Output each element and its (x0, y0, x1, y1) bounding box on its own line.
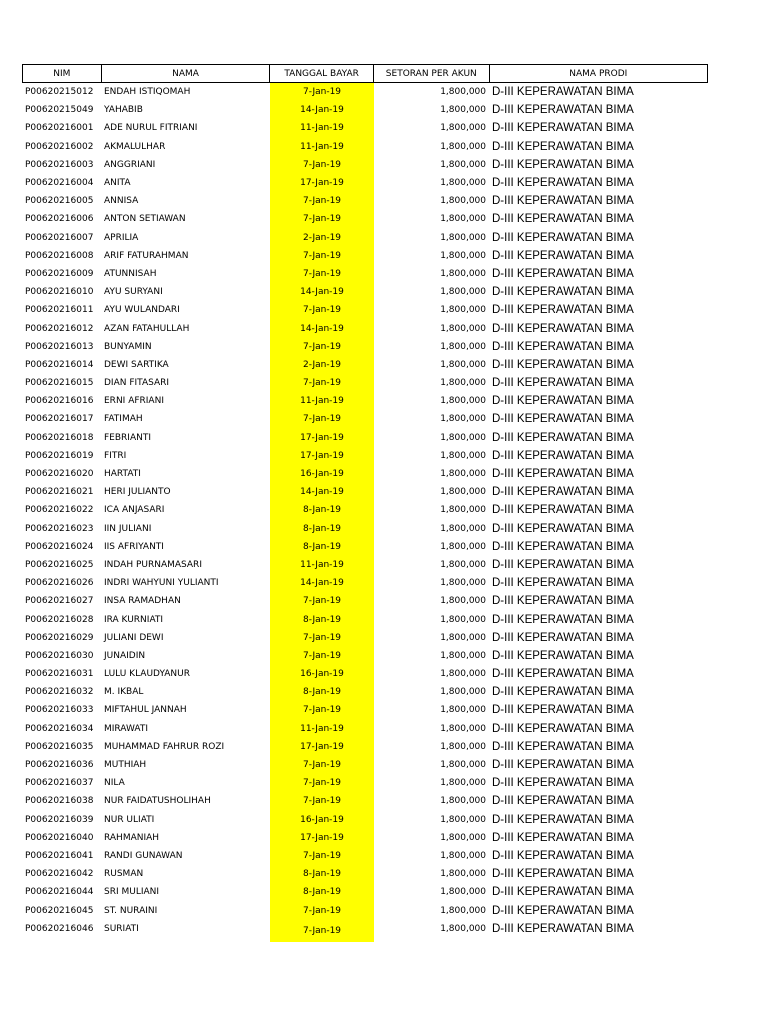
cell-tanggal-bayar[interactable]: 16-Jan-19 (270, 465, 374, 483)
cell-setoran[interactable]: 1,800,000 (440, 141, 486, 152)
cell-nama-prodi[interactable]: D-III KEPERAWATAN BIMA (492, 322, 634, 335)
cell-nama[interactable]: AYU SURYANI (104, 287, 163, 298)
cell-nim[interactable]: P00620216025 (25, 559, 94, 570)
table-row (22, 538, 708, 556)
cell-nama-prodi[interactable]: D-III KEPERAWATAN BIMA (492, 886, 634, 899)
cell-nama[interactable]: MUTHIAH (104, 760, 147, 771)
cell-nama[interactable]: JUNAIDIN (104, 650, 146, 661)
cell-nim[interactable]: P00620216046 (25, 923, 94, 934)
cell-nama-prodi[interactable]: D-III KEPERAWATAN BIMA (492, 140, 634, 153)
cell-setoran[interactable]: 1,800,000 (440, 760, 486, 771)
cell-nama-prodi[interactable]: D-III KEPERAWATAN BIMA (492, 613, 634, 626)
cell-nim[interactable]: P00620216034 (25, 723, 94, 734)
cell-nim[interactable]: P00620216036 (25, 760, 94, 771)
table-row (22, 247, 708, 265)
cell-nama[interactable]: ARIF FATURAHMAN (104, 250, 189, 261)
cell-nama-prodi[interactable]: D-III KEPERAWATAN BIMA (492, 522, 634, 535)
cell-setoran[interactable]: 1,800,000 (440, 432, 486, 443)
cell-nama[interactable]: DEWI SARTIKA (104, 359, 169, 370)
table-row (22, 665, 708, 683)
cell-tanggal-bayar[interactable]: 7-Jan-19 (270, 156, 374, 174)
cell-tanggal-bayar[interactable]: 7-Jan-19 (270, 847, 374, 865)
cell-setoran[interactable]: 1,800,000 (440, 159, 486, 170)
cell-setoran[interactable]: 1,800,000 (440, 541, 486, 552)
cell-nim[interactable]: P00620216013 (25, 341, 94, 352)
spreadsheet-table (22, 64, 708, 938)
cell-setoran[interactable]: 1,800,000 (440, 414, 486, 425)
table-row (22, 920, 708, 938)
cell-nama-prodi[interactable]: D-III KEPERAWATAN BIMA (492, 759, 634, 772)
table-row (22, 592, 708, 610)
table-row (22, 192, 708, 210)
cell-setoran[interactable]: 1,800,000 (440, 469, 486, 480)
cell-nama-prodi[interactable]: D-III KEPERAWATAN BIMA (492, 249, 634, 262)
table-row (22, 738, 708, 756)
table-row (22, 301, 708, 319)
cell-nama-prodi[interactable]: D-III KEPERAWATAN BIMA (492, 377, 634, 390)
cell-setoran[interactable]: 1,800,000 (440, 250, 486, 261)
cell-tanggal-bayar[interactable]: 7-Jan-19 (270, 301, 374, 319)
cell-nama[interactable]: HERI JULIANTO (104, 487, 171, 498)
cell-tanggal-bayar[interactable]: 17-Jan-19 (270, 174, 374, 192)
cell-nama[interactable]: ANTON SETIAWAN (104, 214, 186, 225)
cell-nim[interactable]: P00620216031 (25, 669, 94, 680)
cell-setoran[interactable]: 1,800,000 (440, 359, 486, 370)
cell-tanggal-bayar[interactable]: 7-Jan-19 (270, 83, 374, 101)
cell-nama-prodi[interactable]: D-III KEPERAWATAN BIMA (492, 486, 634, 499)
table-body (22, 83, 708, 938)
cell-nama-prodi[interactable]: D-III KEPERAWATAN BIMA (492, 704, 634, 717)
cell-nama-prodi[interactable]: D-III KEPERAWATAN BIMA (492, 413, 634, 426)
cell-nama-prodi[interactable]: D-III KEPERAWATAN BIMA (492, 286, 634, 299)
header-nim[interactable]: NIM (23, 65, 102, 82)
cell-tanggal-bayar[interactable]: 11-Jan-19 (270, 556, 374, 574)
table-row (22, 610, 708, 628)
cell-setoran[interactable]: 1,800,000 (440, 832, 486, 843)
cell-nama[interactable]: NUR ULIATI (104, 814, 155, 825)
cell-nim[interactable]: P00620216029 (25, 632, 94, 643)
cell-tanggal-bayar[interactable]: 7-Jan-19 (270, 410, 374, 428)
table-row (22, 901, 708, 919)
cell-tanggal-bayar[interactable]: 14-Jan-19 (270, 574, 374, 592)
cell-tanggal-bayar[interactable]: 8-Jan-19 (270, 883, 374, 901)
cell-nim[interactable]: P00620216016 (25, 396, 94, 407)
cell-tanggal-bayar[interactable]: 11-Jan-19 (270, 119, 374, 137)
cell-tanggal-bayar[interactable]: 7-Jan-19 (270, 901, 374, 919)
cell-nama-prodi[interactable]: D-III KEPERAWATAN BIMA (492, 340, 634, 353)
cell-setoran[interactable]: 1,800,000 (440, 905, 486, 916)
table-row (22, 374, 708, 392)
cell-nama[interactable]: MIFTAHUL JANNAH (104, 705, 187, 716)
table-row (22, 556, 708, 574)
cell-setoran[interactable]: 1,800,000 (440, 578, 486, 589)
cell-tanggal-bayar[interactable]: 7-Jan-19 (270, 756, 374, 774)
cell-nama[interactable]: DIAN FITASARI (104, 378, 170, 389)
cell-setoran[interactable]: 1,800,000 (440, 887, 486, 898)
cell-nama-prodi[interactable]: D-III KEPERAWATAN BIMA (492, 558, 634, 571)
table-row (22, 119, 708, 137)
cell-setoran[interactable]: 1,800,000 (440, 723, 486, 734)
cell-tanggal-bayar[interactable]: 17-Jan-19 (270, 429, 374, 447)
cell-nama[interactable]: APRILIA (104, 232, 139, 243)
cell-tanggal-bayar[interactable]: 14-Jan-19 (270, 319, 374, 337)
cell-setoran[interactable]: 1,800,000 (440, 687, 486, 698)
cell-tanggal-bayar[interactable]: 11-Jan-19 (270, 392, 374, 410)
cell-nama-prodi[interactable]: D-III KEPERAWATAN BIMA (492, 795, 634, 808)
cell-setoran[interactable]: 1,800,000 (440, 268, 486, 279)
cell-nama[interactable]: ENDAH ISTIQOMAH (104, 87, 191, 98)
cell-nama-prodi[interactable]: D-III KEPERAWATAN BIMA (492, 504, 634, 517)
cell-nama-prodi[interactable]: D-III KEPERAWATAN BIMA (492, 304, 634, 317)
cell-nama[interactable]: ATUNNISAH (104, 268, 157, 279)
cell-nim[interactable]: P00620216030 (25, 650, 94, 661)
cell-nama[interactable]: IRA KURNIATI (104, 614, 164, 625)
cell-nim[interactable]: P00620216040 (25, 832, 94, 843)
cell-nama-prodi[interactable]: D-III KEPERAWATAN BIMA (492, 868, 634, 881)
cell-tanggal-bayar[interactable]: 7-Jan-19 (270, 247, 374, 265)
header-setoran[interactable]: SETORAN PER AKUN (374, 65, 490, 82)
table-row (22, 792, 708, 810)
cell-setoran[interactable]: 1,800,000 (440, 196, 486, 207)
cell-tanggal-bayar[interactable]: 7-Jan-19 (270, 338, 374, 356)
cell-nama-prodi[interactable]: D-III KEPERAWATAN BIMA (492, 231, 634, 244)
table-row (22, 847, 708, 865)
cell-tanggal-bayar[interactable]: 8-Jan-19 (270, 683, 374, 701)
cell-nama[interactable]: AKMALULHAR (104, 141, 166, 152)
cell-setoran[interactable]: 1,800,000 (440, 87, 486, 98)
cell-nama-prodi[interactable]: D-III KEPERAWATAN BIMA (492, 213, 634, 226)
cell-setoran[interactable]: 1,800,000 (440, 123, 486, 134)
cell-nama[interactable]: M. IKBAL (104, 687, 144, 698)
cell-nama-prodi[interactable]: D-III KEPERAWATAN BIMA (492, 122, 634, 135)
cell-setoran[interactable]: 1,800,000 (440, 778, 486, 789)
cell-nama[interactable]: RAHMANIAH (104, 832, 160, 843)
table-row (22, 883, 708, 901)
cell-tanggal-bayar[interactable]: 7-Jan-19 (270, 774, 374, 792)
cell-nama-prodi[interactable]: D-III KEPERAWATAN BIMA (492, 86, 634, 99)
cell-nim[interactable]: P00620216006 (25, 214, 94, 225)
cell-setoran[interactable]: 1,800,000 (440, 105, 486, 116)
cell-nama-prodi[interactable]: D-III KEPERAWATAN BIMA (492, 813, 634, 826)
cell-setoran[interactable]: 1,800,000 (440, 814, 486, 825)
cell-tanggal-bayar[interactable]: 7-Jan-19 (270, 592, 374, 610)
cell-nama[interactable]: LULU KLAUDYANUR (104, 669, 191, 680)
cell-setoran[interactable]: 1,800,000 (440, 523, 486, 534)
cell-nama[interactable]: IIN JULIANI (104, 523, 152, 534)
table-row (22, 392, 708, 410)
cell-setoran[interactable]: 1,800,000 (440, 305, 486, 316)
cell-nama[interactable]: ICA ANJASARI (104, 505, 165, 516)
table-row (22, 338, 708, 356)
table-row (22, 429, 708, 447)
cell-nama[interactable]: ADE NURUL FITRIANI (104, 123, 198, 134)
cell-nim[interactable]: P00620216017 (25, 414, 94, 425)
cell-nama[interactable]: ERNI AFRIANI (104, 396, 164, 407)
table-row (22, 756, 708, 774)
cell-tanggal-bayar[interactable]: 14-Jan-19 (270, 101, 374, 119)
cell-tanggal-bayar[interactable]: 8-Jan-19 (270, 538, 374, 556)
cell-nama[interactable]: INDAH PURNAMASARI (104, 559, 202, 570)
cell-nama-prodi[interactable]: D-III KEPERAWATAN BIMA (492, 358, 634, 371)
cell-tanggal-bayar[interactable]: 8-Jan-19 (270, 520, 374, 538)
table-row (22, 229, 708, 247)
cell-tanggal-bayar[interactable]: 17-Jan-19 (270, 738, 374, 756)
cell-nim[interactable]: P00620215049 (25, 105, 94, 116)
cell-nim[interactable]: P00620216010 (25, 287, 94, 298)
cell-nama-prodi[interactable]: D-III KEPERAWATAN BIMA (492, 449, 634, 462)
cell-setoran[interactable]: 1,800,000 (440, 450, 486, 461)
cell-tanggal-bayar[interactable]: 2-Jan-19 (270, 229, 374, 247)
table-row (22, 647, 708, 665)
cell-nama[interactable]: ST. NURAINI (104, 905, 158, 916)
cell-nim[interactable]: P00620216044 (25, 887, 94, 898)
cell-nim[interactable]: P00620216012 (25, 323, 94, 334)
table-row (22, 701, 708, 719)
cell-nim[interactable]: P00620216022 (25, 505, 94, 516)
table-row (22, 83, 708, 101)
cell-nama[interactable]: NILA (104, 778, 125, 789)
cell-nim[interactable]: P00620216004 (25, 178, 94, 189)
table-row (22, 683, 708, 701)
cell-nim[interactable]: P00620216005 (25, 196, 94, 207)
table-row (22, 265, 708, 283)
cell-tanggal-bayar[interactable]: 16-Jan-19 (270, 665, 374, 683)
cell-nama[interactable]: MIRAWATI (104, 723, 148, 734)
cell-setoran[interactable]: 1,800,000 (440, 596, 486, 607)
table-row (22, 811, 708, 829)
cell-nim[interactable]: P00620216033 (25, 705, 94, 716)
cell-nim[interactable]: P00620216002 (25, 141, 94, 152)
cell-nim[interactable]: P00620216027 (25, 596, 94, 607)
table-row (22, 210, 708, 228)
cell-nim[interactable]: P00620216038 (25, 796, 94, 807)
cell-nama-prodi[interactable]: D-III KEPERAWATAN BIMA (492, 631, 634, 644)
cell-nama-prodi[interactable]: D-III KEPERAWATAN BIMA (492, 686, 634, 699)
cell-nama[interactable]: ANGGRIANI (104, 159, 156, 170)
cell-tanggal-bayar[interactable]: 17-Jan-19 (270, 829, 374, 847)
table-header (22, 64, 708, 83)
cell-tanggal-bayar[interactable]: 7-Jan-19 (270, 701, 374, 719)
cell-nama-prodi[interactable]: D-III KEPERAWATAN BIMA (492, 777, 634, 790)
table-row (22, 138, 708, 156)
cell-nim[interactable]: P00620216020 (25, 469, 94, 480)
cell-tanggal-bayar[interactable]: 2-Jan-19 (270, 356, 374, 374)
cell-nama-prodi[interactable]: D-III KEPERAWATAN BIMA (492, 649, 634, 662)
cell-nama-prodi[interactable]: D-III KEPERAWATAN BIMA (492, 104, 634, 117)
cell-nim[interactable]: P00620216042 (25, 869, 94, 880)
table-row (22, 447, 708, 465)
cell-nama-prodi[interactable]: D-III KEPERAWATAN BIMA (492, 431, 634, 444)
cell-nama-prodi[interactable]: D-III KEPERAWATAN BIMA (492, 668, 634, 681)
cell-setoran[interactable]: 1,800,000 (440, 850, 486, 861)
cell-tanggal-bayar[interactable]: 11-Jan-19 (270, 720, 374, 738)
cell-tanggal-bayar[interactable]: 7-Jan-19 (270, 210, 374, 228)
cell-nama[interactable]: HARTATI (104, 469, 141, 480)
cell-setoran[interactable]: 1,800,000 (440, 923, 486, 934)
table-row (22, 319, 708, 337)
header-nama-prodi[interactable]: NAMA PRODI (569, 68, 628, 79)
cell-setoran[interactable]: 1,800,000 (440, 178, 486, 189)
cell-tanggal-bayar[interactable]: 7-Jan-19 (270, 920, 374, 942)
cell-nama[interactable]: IIS AFRIYANTI (104, 541, 164, 552)
header-tanggal-bayar[interactable]: TANGGAL BAYAR (270, 65, 374, 82)
cell-nama[interactable]: SRI MULIANI (104, 887, 160, 898)
cell-nama[interactable]: FATIMAH (104, 414, 143, 425)
table-row (22, 465, 708, 483)
cell-tanggal-bayar[interactable]: 17-Jan-19 (270, 447, 374, 465)
cell-setoran[interactable]: 1,800,000 (440, 796, 486, 807)
cell-nama-prodi[interactable]: D-III KEPERAWATAN BIMA (492, 177, 634, 190)
table-row (22, 774, 708, 792)
cell-nama[interactable]: AZAN FATAHULLAH (104, 323, 190, 334)
cell-tanggal-bayar[interactable]: 7-Jan-19 (270, 647, 374, 665)
cell-nama[interactable]: MUHAMMAD FAHRUR ROZI (104, 741, 225, 752)
cell-nama[interactable]: INSA RAMADHAN (104, 596, 181, 607)
cell-setoran[interactable]: 1,800,000 (440, 669, 486, 680)
cell-nama[interactable]: INDRI WAHYUNI YULIANTI (104, 578, 219, 589)
cell-nama[interactable]: ANITA (104, 178, 131, 189)
cell-setoran[interactable]: 1,800,000 (440, 487, 486, 498)
cell-nim[interactable]: P00620216019 (25, 450, 94, 461)
cell-nim[interactable]: P00620216011 (25, 305, 94, 316)
cell-nim[interactable]: P00620216008 (25, 250, 94, 261)
cell-tanggal-bayar[interactable]: 8-Jan-19 (270, 501, 374, 519)
table-row (22, 520, 708, 538)
cell-tanggal-bayar[interactable]: 8-Jan-19 (270, 610, 374, 628)
cell-tanggal-bayar[interactable]: 7-Jan-19 (270, 192, 374, 210)
table-row (22, 829, 708, 847)
cell-nim[interactable]: P00620216023 (25, 523, 94, 534)
table-row (22, 483, 708, 501)
table-row (22, 574, 708, 592)
table-row (22, 865, 708, 883)
cell-nim[interactable]: P00620216039 (25, 814, 94, 825)
cell-setoran[interactable]: 1,800,000 (440, 650, 486, 661)
table-row (22, 283, 708, 301)
cell-nim[interactable]: P00620216037 (25, 778, 94, 789)
cell-setoran[interactable]: 1,800,000 (440, 378, 486, 389)
table-row (22, 410, 708, 428)
cell-tanggal-bayar[interactable]: 14-Jan-19 (270, 283, 374, 301)
cell-setoran[interactable]: 1,800,000 (440, 396, 486, 407)
cell-nama-prodi[interactable]: D-III KEPERAWATAN BIMA (492, 740, 634, 753)
cell-tanggal-bayar[interactable]: 7-Jan-19 (270, 629, 374, 647)
cell-nama-prodi[interactable]: D-III KEPERAWATAN BIMA (492, 922, 634, 935)
cell-nim[interactable]: P00620216041 (25, 850, 94, 861)
cell-nim[interactable]: P00620216028 (25, 614, 94, 625)
cell-nama[interactable]: BUNYAMIN (104, 341, 152, 352)
cell-nama[interactable]: RUSMAN (104, 869, 144, 880)
cell-nama[interactable]: SURIATI (104, 923, 139, 934)
cell-tanggal-bayar[interactable]: 16-Jan-19 (270, 811, 374, 829)
cell-nim[interactable]: P00620216009 (25, 268, 94, 279)
header-nama[interactable]: NAMA (102, 65, 271, 82)
cell-setoran[interactable]: 1,800,000 (440, 287, 486, 298)
cell-tanggal-bayar[interactable]: 7-Jan-19 (270, 792, 374, 810)
table-row (22, 501, 708, 519)
cell-nama-prodi[interactable]: D-III KEPERAWATAN BIMA (492, 540, 634, 553)
cell-nama-prodi[interactable]: D-III KEPERAWATAN BIMA (492, 849, 634, 862)
cell-nama[interactable]: FEBRIANTI (104, 432, 151, 443)
table-row (22, 101, 708, 119)
cell-nama[interactable]: NUR FAIDATUSHOLIHAH (104, 796, 211, 807)
cell-nama-prodi[interactable]: D-III KEPERAWATAN BIMA (492, 195, 634, 208)
cell-nim[interactable]: P00620215012 (25, 87, 94, 98)
cell-nama[interactable]: ANNISA (104, 196, 139, 207)
cell-tanggal-bayar[interactable]: 8-Jan-19 (270, 865, 374, 883)
cell-setoran[interactable]: 1,800,000 (440, 232, 486, 243)
cell-nama[interactable]: AYU WULANDARI (104, 305, 180, 316)
cell-setoran[interactable]: 1,800,000 (440, 741, 486, 752)
cell-nim[interactable]: P00620216014 (25, 359, 94, 370)
cell-setoran[interactable]: 1,800,000 (440, 559, 486, 570)
cell-nama[interactable]: JULIANI DEWI (104, 632, 164, 643)
cell-tanggal-bayar[interactable]: 7-Jan-19 (270, 374, 374, 392)
table-row (22, 156, 708, 174)
cell-setoran[interactable]: 1,800,000 (440, 505, 486, 516)
table-row (22, 629, 708, 647)
cell-setoran[interactable]: 1,800,000 (440, 214, 486, 225)
cell-nim[interactable]: P00620216003 (25, 159, 94, 170)
cell-setoran[interactable]: 1,800,000 (440, 869, 486, 880)
cell-nim[interactable]: P00620216001 (25, 123, 94, 134)
cell-tanggal-bayar[interactable]: 7-Jan-19 (270, 265, 374, 283)
cell-setoran[interactable]: 1,800,000 (440, 341, 486, 352)
cell-nama-prodi[interactable]: D-III KEPERAWATAN BIMA (492, 267, 634, 280)
cell-nim[interactable]: P00620216026 (25, 578, 94, 589)
cell-nim[interactable]: P00620216021 (25, 487, 94, 498)
cell-nim[interactable]: P00620216018 (25, 432, 94, 443)
cell-nim[interactable]: P00620216032 (25, 687, 94, 698)
table-row (22, 174, 708, 192)
cell-nim[interactable]: P00620216024 (25, 541, 94, 552)
cell-nim[interactable]: P00620216045 (25, 905, 94, 916)
cell-nim[interactable]: P00620216007 (25, 232, 94, 243)
cell-nama[interactable]: RANDI GUNAWAN (104, 850, 183, 861)
cell-nama[interactable]: FITRI (104, 450, 127, 461)
cell-setoran[interactable]: 1,800,000 (440, 323, 486, 334)
cell-tanggal-bayar[interactable]: 11-Jan-19 (270, 138, 374, 156)
cell-setoran[interactable]: 1,800,000 (440, 614, 486, 625)
cell-nama-prodi[interactable]: D-III KEPERAWATAN BIMA (492, 395, 634, 408)
cell-nama-prodi[interactable]: D-III KEPERAWATAN BIMA (492, 595, 634, 608)
cell-nama-prodi[interactable]: D-III KEPERAWATAN BIMA (492, 577, 634, 590)
cell-nama-prodi[interactable]: D-III KEPERAWATAN BIMA (492, 158, 634, 171)
cell-setoran[interactable]: 1,800,000 (440, 632, 486, 643)
table-row (22, 356, 708, 374)
cell-nama-prodi[interactable]: D-III KEPERAWATAN BIMA (492, 831, 634, 844)
cell-nama[interactable]: YAHABIB (104, 105, 143, 116)
table-row (22, 720, 708, 738)
cell-nama-prodi[interactable]: D-III KEPERAWATAN BIMA (492, 468, 634, 481)
cell-tanggal-bayar[interactable]: 14-Jan-19 (270, 483, 374, 501)
cell-nama-prodi[interactable]: D-III KEPERAWATAN BIMA (492, 722, 634, 735)
cell-nama-prodi[interactable]: D-III KEPERAWATAN BIMA (492, 904, 634, 917)
cell-setoran[interactable]: 1,800,000 (440, 705, 486, 716)
cell-nim[interactable]: P00620216015 (25, 378, 94, 389)
cell-nim[interactable]: P00620216035 (25, 741, 94, 752)
